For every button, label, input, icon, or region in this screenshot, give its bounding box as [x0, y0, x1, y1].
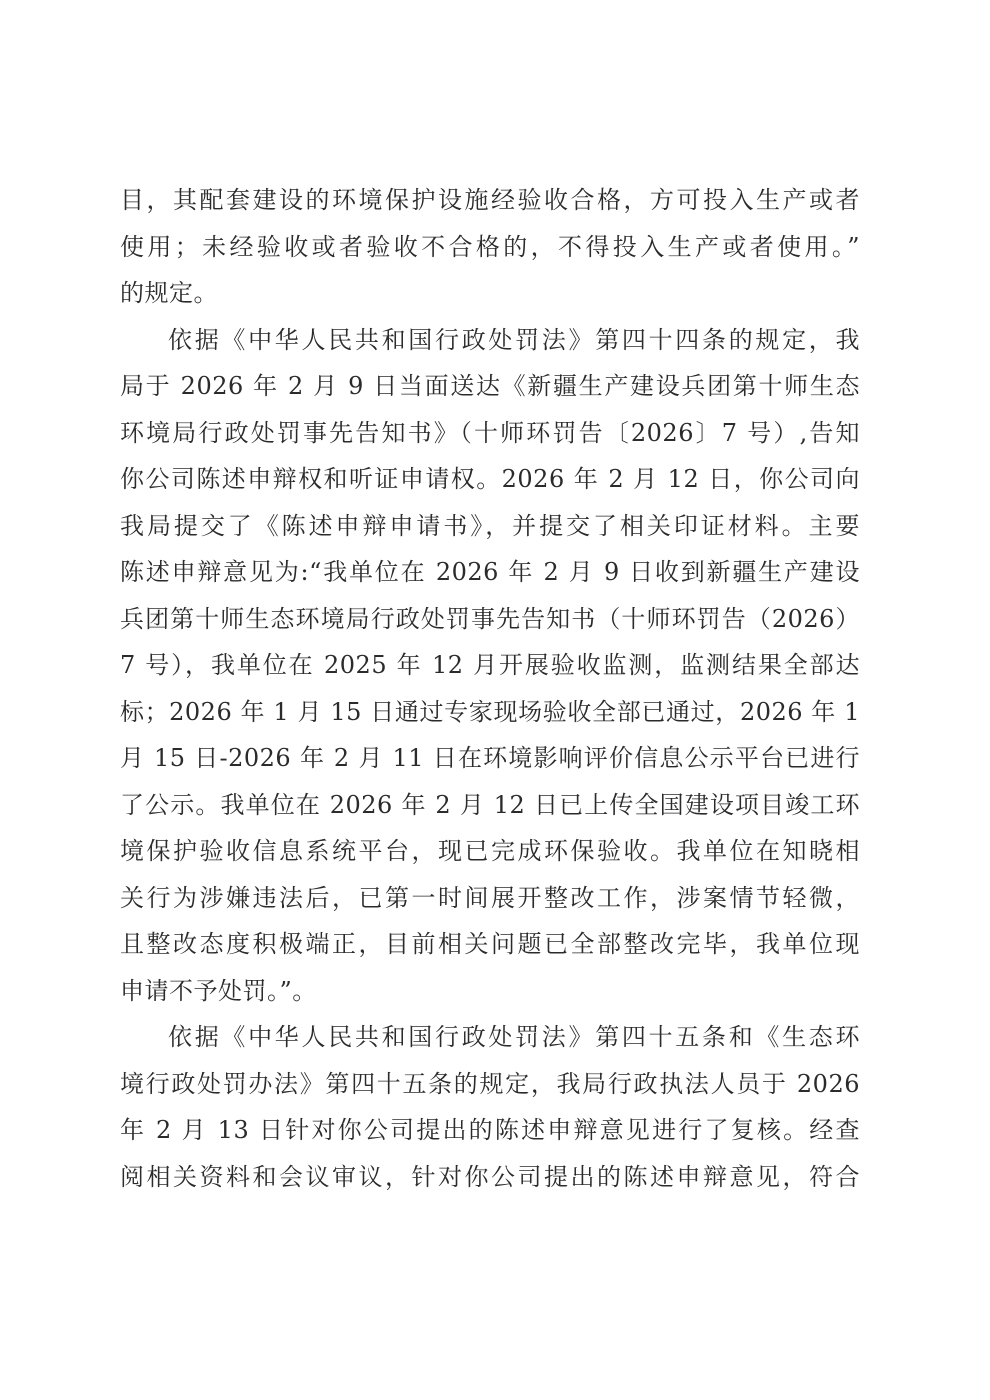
- text-line: 依据《中华人民共和国行政处罚法》第四十五条和《生态环: [168, 1023, 860, 1051]
- text-line: 兵团第十师生态环境局行政处罚事先告知书（十师环罚告（2026）: [120, 604, 860, 633]
- text-line: 依据《中华人民共和国行政处罚法》第四十四条的规定，我: [168, 325, 860, 354]
- text-line: 申请不予处罚。”。: [120, 976, 317, 1005]
- text-line: 目，其配套建设的环境保护设施经验收合格，方可投入生产或者: [120, 186, 860, 214]
- text-line: 关行为涉嫌违法后，已第一时间展开整改工作，涉案情节轻微，: [120, 883, 860, 912]
- text-line: 年 2 月 13 日针对你公司提出的陈述申辩意见进行了复核。经查: [120, 1116, 860, 1144]
- text-line: 境保护验收信息系统平台，现已完成环保验收。我单位在知晓相: [120, 837, 860, 865]
- text-line: 的规定。: [120, 279, 218, 307]
- text-line: 使用；未经验收或者验收不合格的，不得投入生产或者使用。”: [120, 232, 860, 261]
- text-line: 阅相关资料和会议审议，针对你公司提出的陈述申辩意见，符合: [120, 1162, 860, 1191]
- text-line: 标；2026 年 1 月 15 日通过专家现场验收全部已通过，2026 年 1: [120, 697, 860, 726]
- document-body: [120, 177, 860, 1200]
- text-line: 你公司陈述申辩权和听证申请权。2026 年 2 月 12 日，你公司向: [120, 465, 860, 493]
- text-line: 我局提交了《陈述申辩申请书》，并提交了相关印证材料。主要: [120, 511, 860, 540]
- text-line: 环境局行政处罚事先告知书》（十师环罚告〔2026〕7 号）,告知: [120, 418, 860, 447]
- text-line: 陈述申辩意见为:“我单位在 2026 年 2 月 9 日收到新疆生产建设: [120, 558, 860, 586]
- text-line: 月 15 日-2026 年 2 月 11 日在环境影响评价信息公示平台已进行: [120, 744, 860, 772]
- text-line: 境行政处罚办法》第四十五条的规定，我局行政执法人员于 2026: [120, 1069, 860, 1098]
- text-line: 局于 2026 年 2 月 9 日当面送达《新疆生产建设兵团第十师生态: [120, 372, 860, 400]
- text-line: 了公示。我单位在 2026 年 2 月 12 日已上传全国建设项目竣工环: [120, 790, 860, 819]
- text-line: 7 号），我单位在 2025 年 12 月开展验收监测，监测结果全部达: [120, 651, 860, 679]
- text-line: 且整改态度积极端正，目前相关问题已全部整改完毕，我单位现: [120, 930, 860, 958]
